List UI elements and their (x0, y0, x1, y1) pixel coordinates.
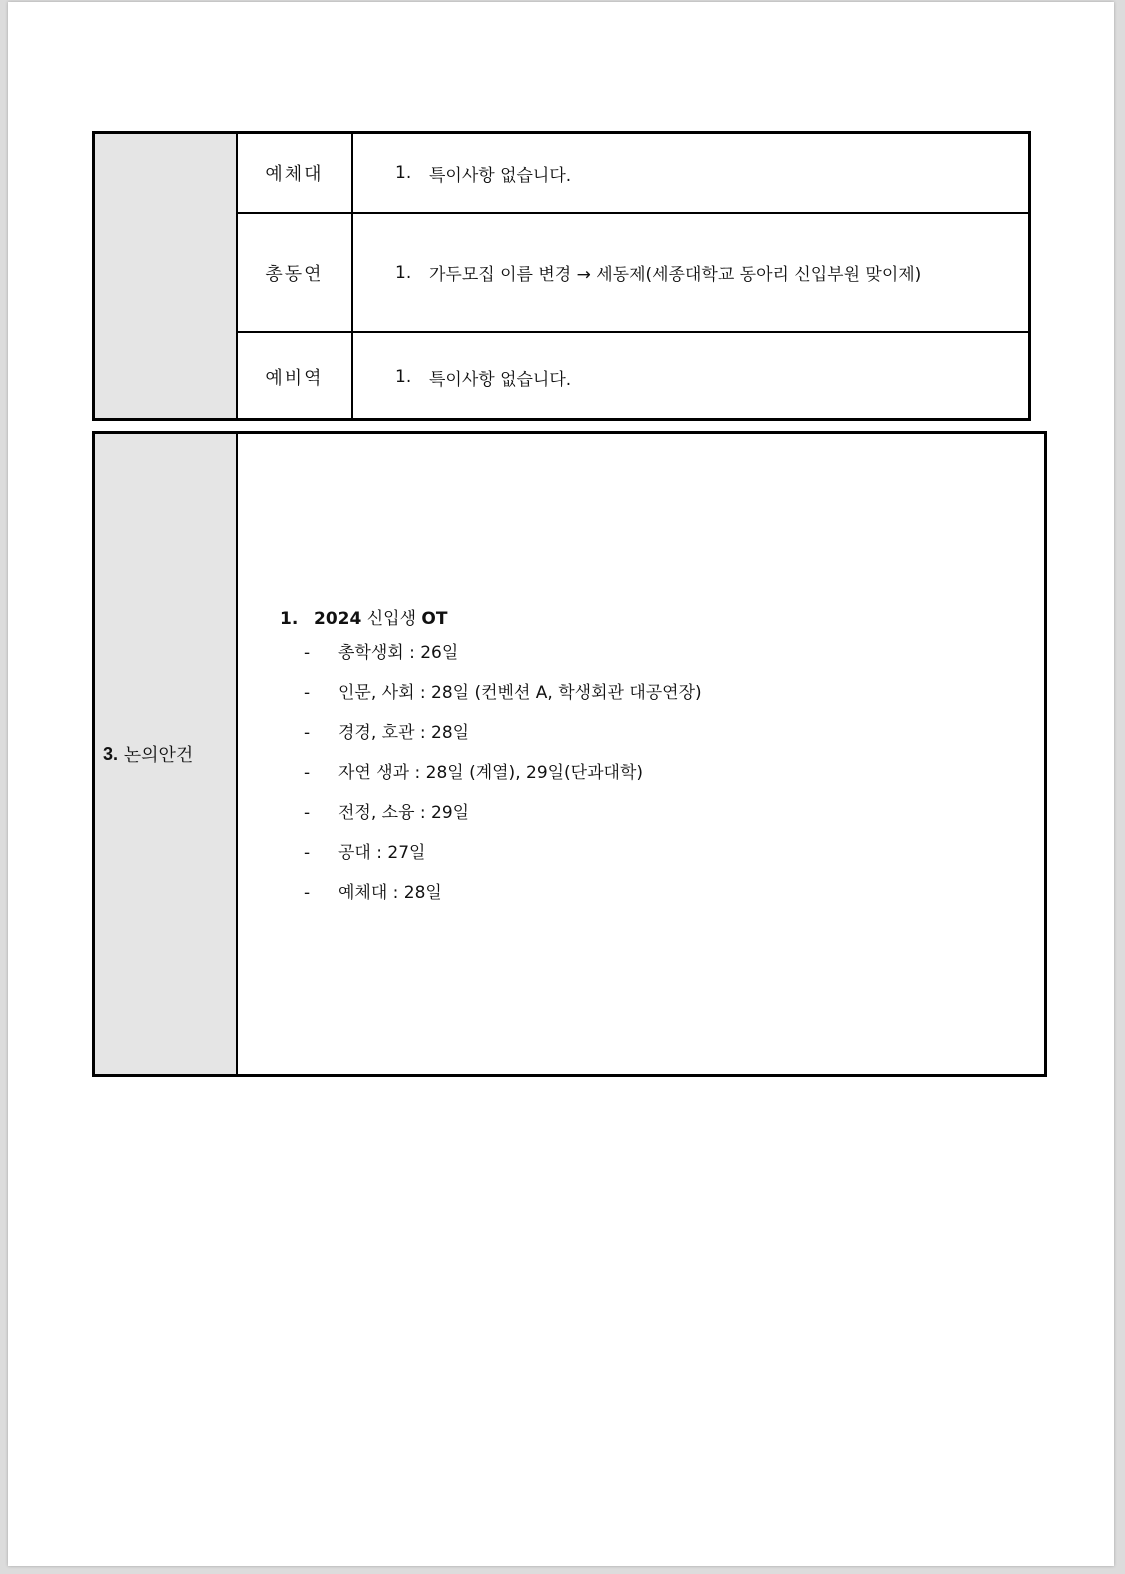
item-suffix: OT (421, 609, 448, 629)
row-label: 예체대 (238, 134, 353, 212)
entry-text: 경경, 호관 : 28일 (338, 723, 470, 743)
section-title: 논의안건 (123, 745, 194, 766)
bullet-dash: - (304, 883, 311, 903)
list-item (304, 681, 702, 721)
row-content (353, 333, 1028, 421)
row-content (353, 214, 1028, 331)
document-page (8, 2, 1114, 1566)
bullet-dash: - (304, 643, 311, 663)
row-label: 예비역 (238, 333, 353, 421)
item-text: 가두모집 이름 변경 → 세동제(세종대학교 동아리 신입부원 맞이제) (429, 265, 922, 285)
table-row (238, 134, 1028, 214)
bullet-dash: - (304, 723, 311, 743)
item-number: 1. (395, 367, 412, 387)
entry-text: 공대 : 27일 (338, 843, 426, 863)
entry-text: 자연 생과 : 28일 (계열), 29일(단과대학) (338, 763, 644, 783)
discussion-item-heading (280, 604, 447, 629)
item-number: 1. (395, 163, 412, 183)
section-label-cell (95, 134, 238, 418)
table-row (238, 214, 1028, 333)
item-number: 1. (395, 262, 412, 283)
entry-text: 인문, 사회 : 28일 (컨벤션 A, 학생회관 대공연장) (338, 683, 702, 703)
list-item (304, 761, 702, 801)
bullet-dash: - (304, 803, 311, 823)
bullet-dash: - (304, 763, 311, 783)
list-item (304, 721, 702, 761)
row-content (353, 134, 1028, 212)
reports-table (92, 131, 1031, 421)
list-item (304, 641, 702, 681)
list-item (304, 801, 702, 841)
section-heading-cell (95, 434, 238, 1074)
discussion-table (92, 431, 1047, 1077)
section-number: 3. (103, 743, 119, 764)
entry-text: 예체대 : 28일 (338, 883, 442, 903)
schedule-list (304, 641, 702, 921)
bullet-dash: - (304, 683, 311, 703)
entry-text: 총학생회 : 26일 (338, 643, 459, 663)
item-year: 2024 (314, 609, 362, 629)
bullet-dash: - (304, 843, 311, 863)
discussion-body (238, 434, 1044, 1074)
item-text: 특이사항 없습니다. (429, 165, 572, 186)
table-row (238, 333, 1028, 421)
row-label: 총동연 (238, 214, 353, 331)
entry-text: 전정, 소융 : 29일 (338, 803, 470, 823)
list-item (304, 841, 702, 881)
item-number: 1. (280, 609, 299, 629)
list-item (304, 881, 702, 921)
item-middle: 신입생 (361, 609, 422, 629)
item-text: 특이사항 없습니다. (429, 369, 572, 390)
